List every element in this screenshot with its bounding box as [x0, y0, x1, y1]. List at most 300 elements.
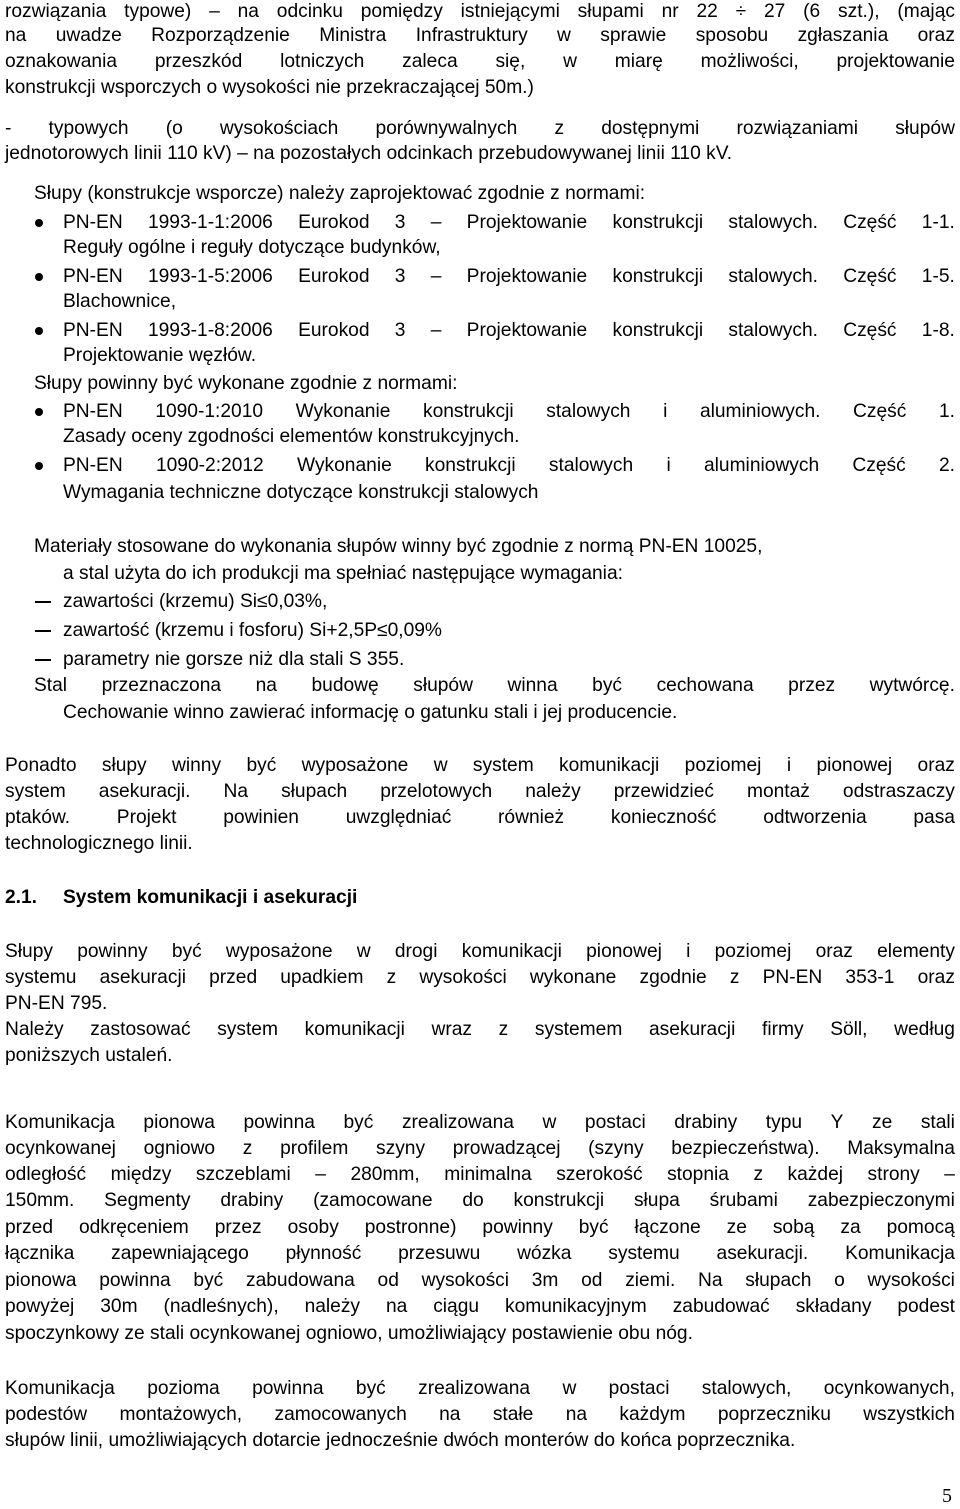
word: 1-1.	[921, 212, 955, 233]
word: PN-EN	[762, 967, 823, 988]
word: szyny	[376, 1138, 426, 1159]
word: firmy	[761, 1019, 804, 1040]
word: -	[5, 118, 12, 139]
word: 3	[394, 266, 406, 287]
word: 3m	[531, 1270, 559, 1291]
word: ciągu	[433, 1296, 480, 1317]
word: Należy	[5, 1019, 64, 1040]
section-number: 2.1.	[5, 887, 38, 908]
word: komunikacji	[304, 1019, 405, 1040]
body-line: Cechowanie winno zawierać informację o gatunku stali i jej producencie.	[63, 702, 678, 723]
list-item-line: Zasady oceny zgodności elementów konstrukcyjnych.	[63, 426, 520, 447]
word: łączone	[634, 1217, 701, 1238]
word: wysokości	[419, 967, 507, 988]
word: możliwości,	[700, 51, 799, 72]
word: Eurokod	[298, 212, 370, 233]
body-line: jednotorowych linii 110 kV) – na pozostałych odcinkach przebudowywanej linii 110 kV.	[5, 143, 733, 164]
word: –	[209, 1, 220, 22]
word: łącznika	[5, 1243, 75, 1264]
list-item-line	[63, 400, 955, 424]
word: systemem	[534, 1019, 623, 1040]
word: przez	[214, 1217, 262, 1238]
word: odkręceniem	[78, 1217, 189, 1238]
word: –	[430, 320, 442, 341]
page-number: 5	[942, 1485, 952, 1507]
word: słupa	[633, 1190, 680, 1211]
word: miarę	[614, 51, 663, 72]
word: pionowa	[143, 1112, 215, 1133]
dash-icon	[35, 659, 51, 661]
section-title: System komunikacji i asekuracji	[63, 887, 358, 908]
word: wysokości	[421, 1270, 510, 1291]
word: również	[498, 807, 565, 828]
body-line: technologicznego linii.	[5, 833, 193, 854]
word: aluminiowych.	[699, 401, 821, 422]
dash-icon	[35, 630, 51, 632]
word: z	[753, 1164, 764, 1185]
word: z	[242, 1138, 253, 1159]
word: w	[356, 941, 371, 962]
word: elementy	[877, 941, 955, 962]
word: z	[554, 118, 565, 139]
word: z	[729, 967, 740, 988]
body-line: konstrukcji wsporczych o wysokości nie przekraczającej 50m.)	[5, 77, 534, 98]
word: montaż	[746, 781, 810, 802]
word: komunikacji	[461, 941, 562, 962]
word: konstrukcji	[425, 455, 516, 476]
word: winny	[172, 755, 222, 776]
body-line: spoczynkowy ze stali ocynkowanej ogniowo, umożliwiający postawienie obu nóg.	[5, 1323, 693, 1344]
word: (szyny	[588, 1138, 644, 1159]
word: Stal	[34, 675, 68, 696]
list-item-line: Blachownice,	[63, 291, 177, 312]
body-line	[5, 1137, 955, 1161]
word: drabiny	[220, 1190, 284, 1211]
word: konieczność	[610, 807, 717, 828]
word: słupów	[413, 675, 473, 696]
word: Projektowanie	[466, 212, 588, 233]
word: i	[663, 401, 668, 422]
word: uwzględniać	[345, 807, 452, 828]
word: sposobu	[695, 25, 769, 46]
word: 1993-1-1:2006	[147, 212, 273, 233]
word: zgłaszania	[797, 25, 889, 46]
word: Infrastruktury	[415, 25, 528, 46]
list-item-line: Wymagania techniczne dotyczące konstrukcji stalowych	[63, 482, 539, 503]
word: według	[894, 1019, 955, 1040]
word: winna	[507, 675, 558, 696]
word: wytwórcę.	[869, 675, 955, 696]
word: Y	[830, 1112, 844, 1133]
word: 1.	[938, 401, 955, 422]
body-line	[5, 1377, 955, 1401]
word: 3	[394, 212, 406, 233]
word: uwadze	[55, 25, 122, 46]
word: pomocą	[886, 1217, 955, 1238]
word: system	[5, 781, 66, 802]
word: asekuracji.	[716, 1243, 809, 1264]
word: rozwiązaniami	[736, 118, 859, 139]
word: –	[944, 1164, 955, 1185]
word: PN-EN	[63, 455, 123, 476]
word: Komunikacja	[845, 1243, 955, 1264]
word: PN-EN	[63, 401, 123, 422]
word: za	[840, 1217, 861, 1238]
list-intro: Słupy powinny być wykonane zgodnie z normami:	[34, 373, 458, 394]
word: systemu	[5, 967, 77, 988]
word: na	[385, 1296, 408, 1317]
word: przeznaczona	[101, 675, 222, 696]
word: być	[171, 941, 202, 962]
list-item-line	[63, 319, 955, 343]
word: między	[110, 1164, 172, 1185]
body-line	[5, 780, 955, 804]
word: podestów	[5, 1404, 88, 1425]
word: pomiędzy	[360, 1, 443, 22]
word: (mając	[897, 1, 955, 22]
word: Część	[852, 455, 906, 476]
word: powinna	[252, 1378, 324, 1399]
word: każdym	[619, 1404, 686, 1425]
word: –	[430, 212, 442, 233]
word: stalowych.	[728, 320, 818, 341]
list-item-line: zawartości (krzemu) Si≤0,03%,	[63, 591, 328, 612]
word: szt.),	[838, 1, 880, 22]
word: drogi	[394, 941, 438, 962]
word: budowę	[311, 675, 379, 696]
list-item-line: parametry nie gorsze niż dla stali S 355.	[63, 649, 405, 670]
word: o	[834, 1270, 845, 1291]
bullet-icon	[35, 462, 43, 470]
body-line	[5, 1295, 955, 1319]
word: konstrukcji	[513, 1190, 605, 1211]
word: powinna	[243, 1112, 315, 1133]
word: Eurokod	[298, 320, 370, 341]
dash-icon	[35, 601, 51, 603]
word: postaci	[584, 1112, 646, 1133]
word: konstrukcji	[612, 320, 704, 341]
word: ocynkowanej	[5, 1138, 116, 1159]
body-line	[5, 1163, 955, 1187]
word: powinny	[77, 941, 148, 962]
body-line	[5, 754, 955, 778]
word: Część	[843, 320, 897, 341]
list-item-line: Projektowanie węzłów.	[63, 345, 257, 366]
word: ocynkowanych,	[823, 1378, 955, 1399]
word: zaleca	[402, 51, 458, 72]
list-item-line: zawartość (krzemu i fosforu) Si+2,5P≤0,09%	[63, 620, 442, 641]
word: oraz	[917, 25, 955, 46]
word: zabudowana	[245, 1270, 355, 1291]
word: strony	[867, 1164, 920, 1185]
word: –	[430, 266, 442, 287]
word: 1090-1:2010	[155, 401, 264, 422]
word: stałe	[492, 1404, 534, 1425]
word: wykonane	[529, 967, 617, 988]
body-line	[34, 674, 955, 698]
word: się,	[495, 51, 526, 72]
word: w	[562, 1378, 577, 1399]
word: Ministra	[319, 25, 387, 46]
body-line	[5, 940, 955, 964]
body-line	[5, 0, 955, 24]
word: 1993-1-5:2006	[147, 266, 273, 287]
word: od	[377, 1270, 399, 1291]
word: 2.	[938, 455, 955, 476]
word: ze	[726, 1217, 747, 1238]
word: 280mm,	[350, 1164, 420, 1185]
word: przeszkód	[154, 51, 243, 72]
word: stalowych	[548, 455, 634, 476]
word: 1993-1-8:2006	[147, 320, 273, 341]
word: typowe)	[124, 1, 192, 22]
word: system	[472, 755, 534, 776]
word: asekuracji.	[98, 781, 191, 802]
word: asekuracji	[99, 967, 186, 988]
word: stalowych.	[728, 266, 818, 287]
word: słupami	[577, 1, 644, 22]
word: pionowa	[5, 1270, 77, 1291]
body-line	[5, 24, 955, 48]
word: Wykonanie	[295, 401, 391, 422]
word: z	[386, 967, 397, 988]
word: wraz	[431, 1019, 473, 1040]
word: Na	[223, 781, 249, 802]
word: na	[565, 1404, 588, 1425]
body-line	[5, 50, 955, 74]
word: Część	[853, 401, 907, 422]
word: oraz	[917, 755, 955, 776]
word: być	[578, 1217, 609, 1238]
word: PN-EN	[63, 320, 123, 341]
word: podest	[897, 1296, 955, 1317]
word: na	[439, 1404, 461, 1425]
list-item-line: Reguły ogólne i reguły dotyczące budynków,	[63, 237, 441, 258]
word: przewidzieć	[613, 781, 714, 802]
word: 22	[696, 1, 718, 22]
body-line	[5, 1018, 955, 1042]
word: powinny	[482, 1217, 553, 1238]
word: w	[557, 25, 571, 46]
list-item-line	[63, 265, 955, 289]
word: 1090-2:2012	[155, 455, 264, 476]
word: należy	[304, 1296, 361, 1317]
word: odległość	[5, 1164, 87, 1185]
body-line	[5, 1111, 955, 1135]
word: PN-EN	[63, 212, 123, 233]
word: zastosować	[90, 1019, 191, 1040]
word: odstraszaczy	[842, 781, 955, 802]
word: Wykonanie	[297, 455, 392, 476]
word: Na	[698, 1270, 723, 1291]
body-line	[5, 1242, 955, 1266]
word: zrealizowana	[401, 1112, 514, 1133]
word: w	[542, 1112, 557, 1133]
body-line	[5, 966, 955, 990]
word: Słupy	[5, 941, 53, 962]
word: PN-EN	[63, 266, 123, 287]
word: typu	[765, 1112, 803, 1133]
word: zamocowanych	[274, 1404, 407, 1425]
word: być	[246, 755, 277, 776]
word: sprawie	[600, 25, 667, 46]
word: –	[315, 1164, 326, 1185]
word: przelotowych	[380, 781, 493, 802]
word: poprzeczniku	[717, 1404, 831, 1425]
word: wózka	[517, 1243, 572, 1264]
word: pasa	[913, 807, 955, 828]
body-line	[5, 1216, 955, 1240]
word: stalowych,	[701, 1378, 792, 1399]
word: wysokości	[867, 1270, 955, 1291]
word: ptaków.	[5, 807, 71, 828]
word: stalowych	[546, 401, 631, 422]
word: zapewniającego	[111, 1243, 249, 1264]
word: Komunikacja	[5, 1378, 115, 1399]
word: minimalna	[444, 1164, 532, 1185]
word: wszystkich	[863, 1404, 955, 1425]
word: na	[5, 25, 27, 46]
word: typowych	[48, 118, 129, 139]
word: komunikacyjnym	[504, 1296, 647, 1317]
word: 150mm.	[5, 1190, 75, 1211]
body-line	[5, 1403, 955, 1427]
word: 353-1	[845, 967, 895, 988]
word: pozioma	[147, 1378, 220, 1399]
body-line: słupów linii, umożliwiających dotarcie jednocześnie dwóch monterów do końca poprzecznika.	[5, 1430, 796, 1451]
word: być	[193, 1270, 224, 1291]
word: odcinku	[276, 1, 343, 22]
word: osoby	[287, 1217, 339, 1238]
word: słupach	[281, 781, 348, 802]
word: profilem	[280, 1138, 349, 1159]
word: zrealizowana	[418, 1378, 531, 1399]
word: postaci	[608, 1378, 670, 1399]
word: Segmenty	[104, 1190, 191, 1211]
word: komunikacji	[559, 755, 660, 776]
word: oraz	[815, 941, 853, 962]
word: aluminiowych	[703, 455, 820, 476]
word: oraz	[917, 967, 955, 988]
word: 1-8.	[921, 320, 955, 341]
word: być	[355, 1378, 386, 1399]
word: montażowych,	[119, 1404, 243, 1425]
word: wysokościach	[219, 118, 339, 139]
word: pionowej	[816, 755, 893, 776]
word: (zamocowane	[313, 1190, 433, 1211]
word: nr	[661, 1, 679, 22]
word: i	[666, 455, 671, 476]
word: powyżej	[5, 1296, 75, 1317]
word: lotniczych	[280, 51, 365, 72]
word: ÷	[735, 1, 747, 22]
word: i	[786, 755, 792, 776]
word: Rozporządzenie	[151, 25, 290, 46]
word: szerokość	[556, 1164, 643, 1185]
word: dostępnymi	[601, 118, 700, 139]
word: 3	[394, 320, 406, 341]
list-intro: Słupy (konstrukcje wsporcze) należy zaprojektować zgodnie z normami:	[34, 183, 646, 204]
word: na	[237, 1, 259, 22]
word: Söll,	[830, 1019, 868, 1040]
word: istniejącymi	[460, 1, 560, 22]
word: i	[686, 941, 691, 962]
word: Projekt	[116, 807, 177, 828]
word: od	[581, 1270, 603, 1291]
word: zgodnie	[639, 967, 707, 988]
word: ze	[872, 1112, 893, 1133]
word: (nadleśnych),	[163, 1296, 279, 1317]
word: odtworzenia	[763, 807, 867, 828]
word: cechowana	[656, 675, 754, 696]
word: słupy	[101, 755, 147, 776]
word: konstrukcji	[612, 212, 704, 233]
word: wyposażone	[225, 941, 333, 962]
word: postronne)	[364, 1217, 457, 1238]
list-item-line	[63, 454, 955, 478]
word: w	[433, 755, 448, 776]
body-line	[5, 1189, 955, 1213]
word: ziemi.	[625, 1270, 676, 1291]
word: Część	[843, 266, 897, 287]
word: oznakowania	[5, 51, 118, 72]
word: być	[592, 675, 623, 696]
word: szczeblami	[195, 1164, 291, 1185]
word: pionowej	[586, 941, 662, 962]
word: asekuracji	[648, 1019, 736, 1040]
body-line: poniższych ustaleń.	[5, 1045, 173, 1066]
word: projektowanie	[836, 51, 955, 72]
word: ogniowo	[143, 1138, 216, 1159]
word: przed	[209, 967, 258, 988]
word: stalowych.	[728, 212, 818, 233]
body-line: PN-EN 795.	[5, 993, 108, 1014]
word: na	[255, 675, 277, 696]
word: stali	[920, 1112, 955, 1133]
word: należy	[525, 781, 581, 802]
bullet-icon	[35, 327, 43, 335]
word: system	[217, 1019, 278, 1040]
word: konstrukcji	[612, 266, 704, 287]
word: poziomej	[714, 941, 792, 962]
word: Ponadto	[5, 755, 77, 776]
word: zabezpieczonymi	[807, 1190, 955, 1211]
word: składany	[795, 1296, 872, 1317]
word: sobą	[772, 1217, 815, 1238]
word: Część	[843, 212, 897, 233]
word: 27	[763, 1, 786, 22]
bullet-icon	[35, 219, 43, 227]
word: słupach	[745, 1270, 812, 1291]
word: porównywalnych	[375, 118, 518, 139]
word: (o	[165, 118, 183, 139]
word: prowadzącej	[452, 1138, 561, 1159]
word: śrubami	[709, 1190, 778, 1211]
word: do	[462, 1190, 484, 1211]
body-line	[5, 806, 955, 830]
body-line: a stal użyta do ich produkcji ma spełniać następujące wymagania:	[63, 563, 623, 584]
word: bezpieczeństwa).	[671, 1138, 820, 1159]
word: konstrukcji	[423, 401, 514, 422]
word: 1-5.	[921, 266, 955, 287]
word: upadkiem	[280, 967, 364, 988]
word: drabiny	[674, 1112, 738, 1133]
body-line	[5, 1269, 955, 1293]
word: wyposażone	[301, 755, 409, 776]
word: przez	[788, 675, 836, 696]
word: Komunikacja	[5, 1112, 115, 1133]
word: słupów	[895, 118, 955, 139]
